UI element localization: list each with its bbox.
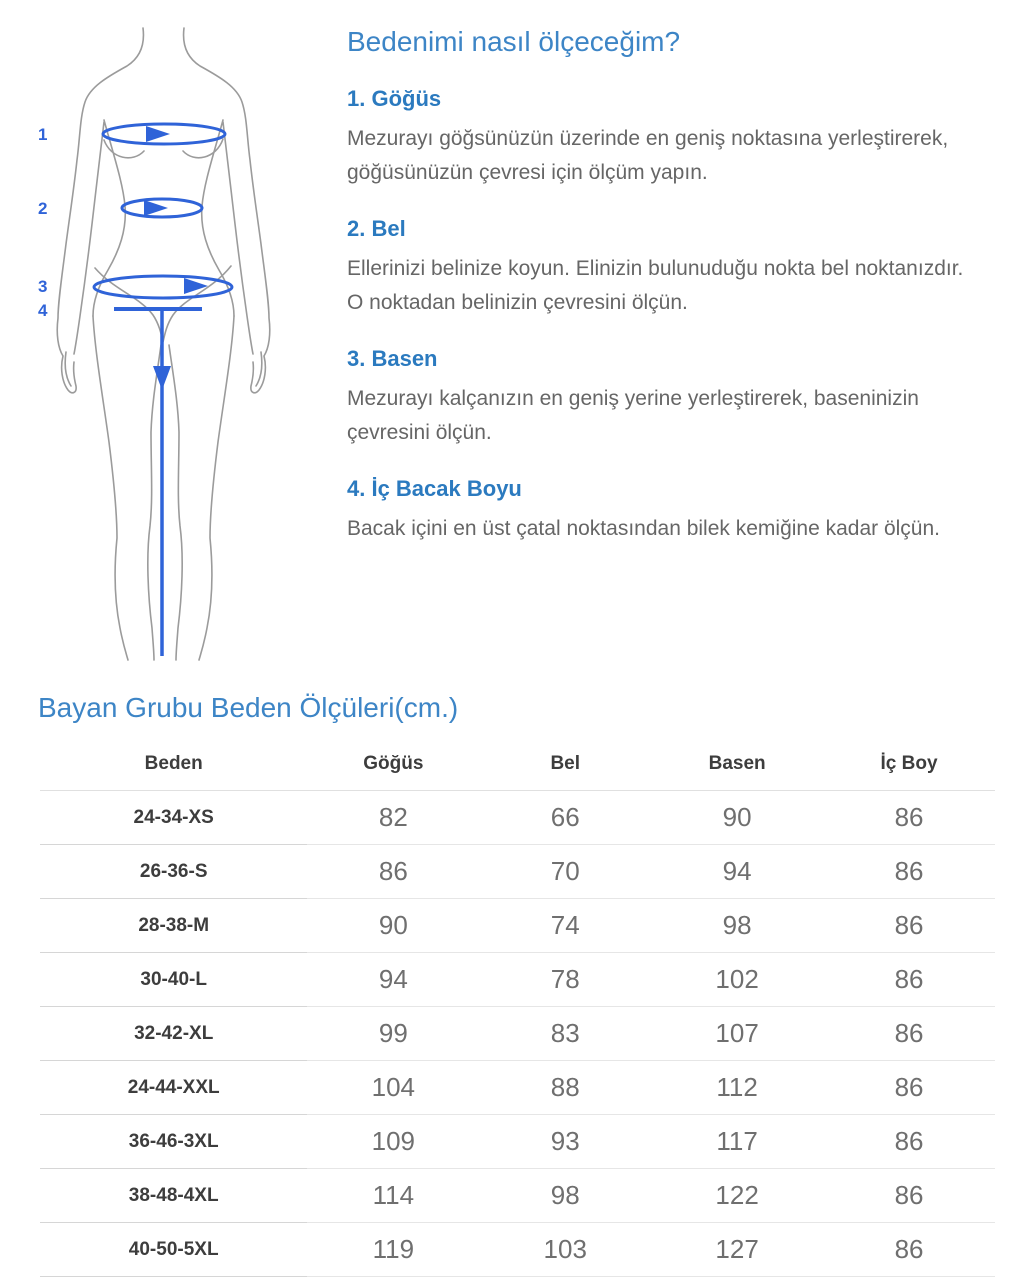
table-row [40, 899, 995, 953]
table-row [40, 1169, 995, 1223]
table-row [40, 1115, 995, 1169]
section-hip [347, 345, 975, 450]
column-header-icboy: İç Boy [823, 740, 995, 791]
measurement-value-cell: 86 [823, 1115, 995, 1169]
table-row [40, 1223, 995, 1277]
hip-arrow-icon [184, 278, 208, 294]
measurement-value-cell: 66 [479, 791, 651, 845]
measurement-value-cell: 117 [651, 1115, 823, 1169]
measurement-value-cell: 127 [651, 1223, 823, 1277]
body-figure-illustration [0, 0, 330, 668]
measurement-value-cell: 114 [307, 1169, 479, 1223]
size-label-cell: 36-46-3XL [40, 1115, 307, 1169]
measurement-value-cell: 107 [651, 1007, 823, 1061]
measurement-value-cell: 98 [651, 899, 823, 953]
size-label-cell: 38-48-4XL [40, 1169, 307, 1223]
measurement-value-cell: 82 [307, 791, 479, 845]
body-measurement-diagram [0, 0, 330, 668]
section-inseam [347, 475, 975, 546]
section-inseam-text: Bacak içini en üst çatal noktasından bilek kemiğine kadar ölçün. [347, 517, 941, 540]
measurement-value-cell: 102 [651, 953, 823, 1007]
size-label-cell: 28-38-M [40, 899, 307, 953]
size-label-cell: 24-34-XS [40, 791, 307, 845]
column-header-basen: Basen [651, 740, 823, 791]
measurement-value-cell: 86 [823, 791, 995, 845]
column-header-beden: Beden [40, 740, 307, 791]
measurement-value-cell: 112 [651, 1061, 823, 1115]
measurement-value-cell: 86 [307, 845, 479, 899]
table-row [40, 845, 995, 899]
column-header-gogus: Göğüs [307, 740, 479, 791]
size-label-cell: 24-44-XXL [40, 1061, 307, 1115]
measurement-value-cell: 99 [307, 1007, 479, 1061]
section-hip-heading: 3. Basen [347, 346, 438, 371]
section-waist [347, 215, 975, 320]
marker-label-2: 2 [38, 199, 48, 218]
measurement-value-cell: 109 [307, 1115, 479, 1169]
size-label-cell: 40-50-5XL [40, 1223, 307, 1277]
measurement-value-cell: 90 [307, 899, 479, 953]
size-label-cell: 26-36-S [40, 845, 307, 899]
measurement-value-cell: 94 [307, 953, 479, 1007]
measurement-value-cell: 70 [479, 845, 651, 899]
section-waist-heading: 2. Bel [347, 216, 406, 241]
page-title: Bedenimi nasıl ölçeceğim? [347, 26, 681, 57]
measurement-value-cell: 90 [651, 791, 823, 845]
measurement-value-cell: 86 [823, 845, 995, 899]
column-header-bel: Bel [479, 740, 651, 791]
measurement-value-cell: 83 [479, 1007, 651, 1061]
measurement-value-cell: 86 [823, 899, 995, 953]
section-hip-text: Mezurayı kalçanızın en geniş yerine yerleştirerek, baseninizin çevresini ölçün. [347, 387, 919, 444]
section-chest-heading: 1. Göğüs [347, 86, 442, 111]
table-row [40, 953, 995, 1007]
marker-label-1: 1 [38, 125, 48, 144]
measurement-value-cell: 74 [479, 899, 651, 953]
measurement-value-cell: 86 [823, 1169, 995, 1223]
marker-label-3: 3 [38, 277, 48, 296]
chest-arrow-icon [146, 126, 170, 142]
section-chest [347, 85, 975, 190]
table-row [40, 791, 995, 845]
measurement-value-cell: 86 [823, 1061, 995, 1115]
marker-label-4: 4 [38, 301, 48, 320]
measurement-value-cell: 86 [823, 953, 995, 1007]
measurement-value-cell: 86 [823, 1007, 995, 1061]
measurement-value-cell: 93 [479, 1115, 651, 1169]
size-table-header-row [40, 740, 995, 791]
size-label-cell: 30-40-L [40, 953, 307, 1007]
section-inseam-heading: 4. İç Bacak Boyu [347, 476, 522, 501]
size-table-body [40, 791, 995, 1277]
table-row [40, 1007, 995, 1061]
measurement-value-cell: 122 [651, 1169, 823, 1223]
measurement-value-cell: 94 [651, 845, 823, 899]
measurement-instructions [347, 24, 975, 546]
table-row [40, 1061, 995, 1115]
measurement-value-cell: 119 [307, 1223, 479, 1277]
measurement-value-cell: 104 [307, 1061, 479, 1115]
section-waist-text: Ellerinizi belinize koyun. Elinizin bulunuduğu nokta bel noktanızdır. O noktadan belinizin çevresini ölçün. [347, 257, 964, 314]
measurement-value-cell: 88 [479, 1061, 651, 1115]
section-chest-text: Mezurayı göğsünüzün üzerinde en geniş noktasına yerleştirerek, göğüsünüzün çevresi için ölçüm yapın. [347, 127, 949, 184]
waist-arrow-icon [144, 200, 168, 216]
size-table-section [0, 668, 1024, 1277]
measurement-value-cell: 98 [479, 1169, 651, 1223]
size-table-title: Bayan Grubu Beden Ölçüleri(cm.) [38, 692, 459, 723]
measurement-value-cell: 78 [479, 953, 651, 1007]
size-label-cell: 32-42-XL [40, 1007, 307, 1061]
size-table [40, 740, 995, 1277]
measurement-value-cell: 103 [479, 1223, 651, 1277]
measurement-value-cell: 86 [823, 1223, 995, 1277]
